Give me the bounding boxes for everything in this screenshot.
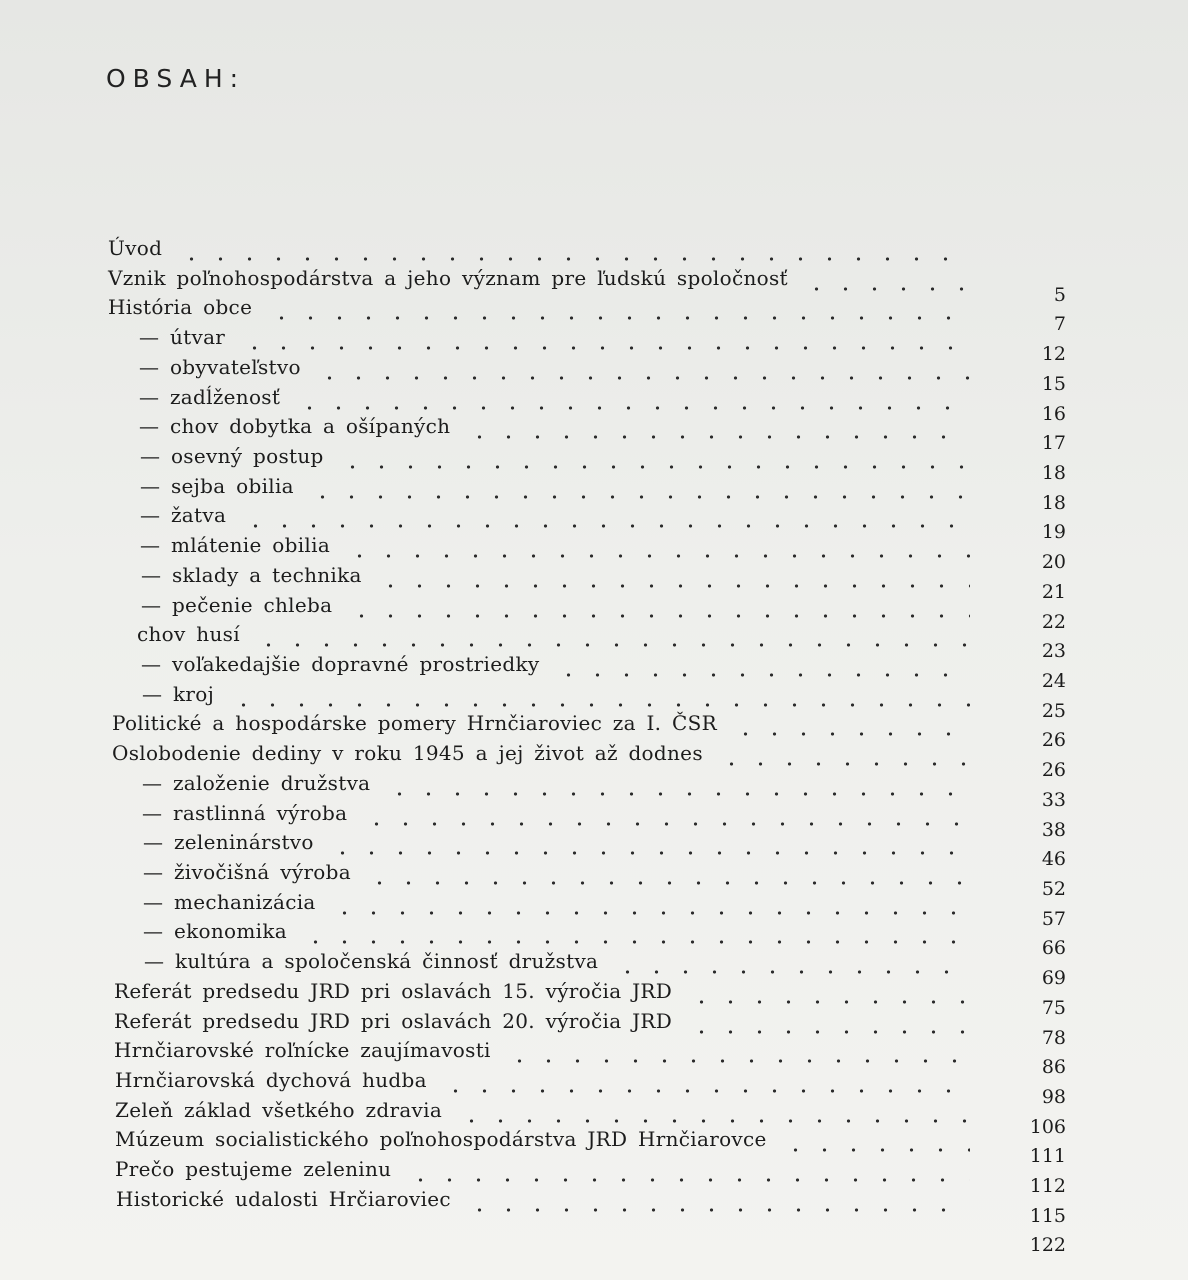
toc-entry: [139, 321, 970, 351]
toc-entry-title: Hrnčiarovské roľnícke zaujímavosti: [114, 1038, 491, 1062]
toc-page-number: 86: [1041, 1056, 1066, 1078]
toc-entry-title: Referát predsedu JRD pri oslavách 20. výročia JRD: [114, 1009, 673, 1033]
toc-entry: [116, 1212, 970, 1242]
toc-entry-title: — útvar: [139, 325, 226, 349]
toc-entry: [140, 499, 970, 529]
toc-entry-title: — mlátenie obilia: [140, 533, 331, 557]
toc-entry-title: — sejba obilia: [140, 474, 294, 498]
toc-entry: [140, 470, 970, 500]
toc-entry-title: — zeleninárstvo: [143, 830, 314, 854]
toc-page-number: 5: [1053, 284, 1066, 306]
toc-page-number: 17: [1041, 432, 1066, 454]
toc-entry-title: — obyvateľstvo: [139, 355, 301, 379]
toc-entry-title: Politické a hospodárske pomery Hrnčiaroviec za I. ČSR: [112, 711, 717, 735]
toc-page-number: 16: [1041, 403, 1066, 425]
toc-entry: [108, 291, 970, 321]
toc-entry-title: Hrnčiarovská dychová hudba: [115, 1068, 427, 1092]
toc-entry-title: Prečo pestujeme zeleninu: [115, 1157, 392, 1181]
toc-entry: [141, 559, 970, 589]
toc-page-number: 106: [1029, 1116, 1066, 1138]
toc-entry-title: — žatva: [140, 503, 227, 527]
toc-entry-title: — chov dobytka a ošípaných: [139, 414, 451, 438]
toc-entry: [144, 945, 970, 975]
toc-entry-title: — kroj: [142, 682, 215, 706]
toc-entry: [143, 856, 970, 886]
toc-entry-title: chov husí: [137, 622, 240, 646]
toc-entry-title: Referát predsedu JRD pri oslavách 15. výročia JRD: [114, 979, 673, 1003]
toc-page-number: 24: [1041, 670, 1066, 692]
toc-entry-title: História obce: [108, 295, 253, 319]
toc-entry: [143, 886, 970, 916]
toc-entry: [141, 589, 970, 619]
toc-entry-title: Vznik poľnohospodárstva a jeho význam pre ľudskú spoločnosť: [108, 266, 788, 290]
toc-entry: [116, 1183, 970, 1213]
toc-page-number: 26: [1041, 729, 1066, 751]
toc-entry: [112, 707, 970, 737]
toc-entry: [142, 678, 970, 708]
toc-page-number: 46: [1041, 848, 1066, 870]
toc-entry: [115, 1123, 970, 1153]
toc-entry: [140, 440, 970, 470]
toc-entry: [139, 410, 970, 440]
toc-page-number: 22: [1041, 611, 1066, 633]
toc-entry-title: — mechanizácia: [143, 890, 316, 914]
toc-entry-title: Oslobodenie dediny v roku 1945 a jej život až dodnes: [112, 741, 703, 765]
toc-entry-title: — voľakedajšie dopravné prostriedky: [141, 652, 540, 676]
toc-page-number: 19: [1041, 521, 1066, 543]
toc-page-number: 23: [1041, 640, 1066, 662]
toc-entry: [142, 767, 970, 797]
toc-entry: [141, 648, 970, 678]
toc-page-number: 38: [1041, 819, 1066, 841]
toc-entry: [114, 1034, 970, 1064]
toc-entry-title: Múzeum socialistického poľnohospodárstva JRD Hrnčiarovce: [115, 1127, 767, 1151]
toc-page-number: 15: [1041, 373, 1066, 395]
toc-page-number: 26: [1041, 759, 1066, 781]
toc-entry: [114, 1005, 970, 1035]
toc-entry: [115, 1153, 970, 1183]
toc-page-number: 122: [1029, 1234, 1066, 1256]
toc-entry-title: — živočišná výroba: [143, 860, 351, 884]
toc-entry: [140, 529, 970, 559]
toc-entry-title: Zeleň základ všetkého zdravia: [115, 1098, 443, 1122]
toc-entry: [115, 1064, 970, 1094]
toc-page-number: 98: [1041, 1086, 1066, 1108]
page-heading: OBSAH:: [106, 64, 246, 93]
toc-page-number: 66: [1041, 937, 1066, 959]
toc-entry-title: — rastlinná výroba: [142, 801, 348, 825]
toc-page-number: 78: [1041, 1027, 1066, 1049]
toc-page-number: 57: [1041, 908, 1066, 930]
toc-entry-title: — osevný postup: [140, 444, 324, 468]
toc-page-number: 33: [1041, 789, 1066, 811]
toc-page-number: 12: [1041, 343, 1066, 365]
toc-entry: [139, 381, 970, 411]
toc-page-number: 111: [1029, 1145, 1066, 1167]
toc-entry-title: — kultúra a spoločenská činnosť družstva: [144, 949, 599, 973]
toc-page-number: 52: [1041, 878, 1066, 900]
toc-page-number: 115: [1029, 1205, 1066, 1227]
toc-entry: [108, 232, 970, 262]
toc-page-number: 20: [1041, 551, 1066, 573]
toc-entry-title: — ekonomika: [143, 919, 287, 943]
toc-entry-title: — založenie družstva: [142, 771, 371, 795]
toc-page-number: 69: [1041, 967, 1066, 989]
toc-entry: [108, 262, 970, 292]
toc-entry-title: Úvod: [108, 236, 163, 260]
toc-page-number: 21: [1041, 581, 1066, 603]
toc-entry: [143, 826, 970, 856]
toc-entry-title: — sklady a technika: [141, 563, 362, 587]
toc-entry: [143, 915, 970, 945]
toc-page-number: 25: [1041, 700, 1066, 722]
toc-entry: [112, 737, 970, 767]
toc-entry-title: Historické udalosti Hrčiaroviec: [116, 1187, 451, 1211]
toc-entry: [142, 797, 970, 827]
toc-entry: [115, 1094, 970, 1124]
toc-entry: [139, 351, 970, 381]
toc-entry: [114, 975, 970, 1005]
toc-page-number: 7: [1053, 313, 1066, 335]
toc-entry: [137, 618, 970, 648]
toc-page-number: 112: [1029, 1175, 1066, 1197]
toc-entry-title: — zadĺženosť: [139, 385, 281, 409]
toc-entry-title: — pečenie chleba: [141, 593, 333, 617]
toc-page-number: 18: [1041, 462, 1066, 484]
toc-page-number: 75: [1041, 997, 1066, 1019]
toc-page-number: 18: [1041, 492, 1066, 514]
